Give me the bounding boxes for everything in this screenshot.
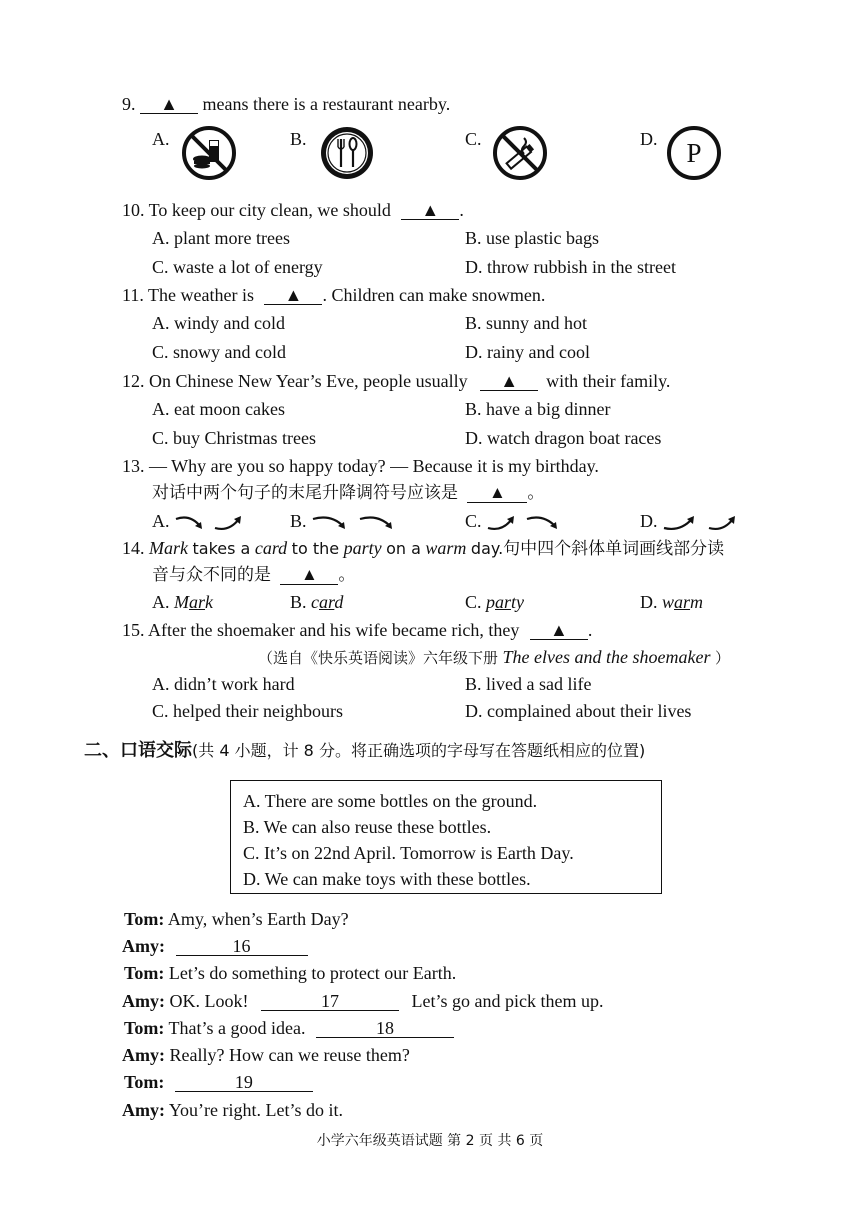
section-title: 二、口语交际	[84, 740, 192, 761]
section-instructions: (共 4 小题，计 8 分。将正确选项的字母写在答题纸相应的位置)	[192, 741, 646, 760]
rising-tone-icon	[662, 514, 702, 532]
page-footer: 小学六年级英语试题 第 2 页 共 6 页	[316, 1133, 544, 1149]
q14-word-warm: warm	[425, 538, 467, 558]
dialogue-line-6: Amy: Really? How can we reuse them?	[122, 1045, 410, 1065]
q14-word-mark: Mark	[149, 538, 188, 558]
q15-option-d: D. complained about their lives	[465, 701, 692, 721]
q15-blank[interactable]: ▲	[530, 621, 588, 640]
q14-word-party: party	[343, 538, 382, 558]
q15-option-b: B. lived a sad life	[465, 674, 592, 694]
parking-glyph: P	[686, 138, 702, 168]
q13-stem: 13. — Why are you so happy today? — Because it is my birthday.	[122, 456, 599, 476]
parking-icon	[665, 124, 723, 182]
q9-blank[interactable]: ▲	[140, 95, 198, 114]
q12-blank[interactable]: ▲	[480, 372, 538, 391]
blank-18[interactable]: 18	[316, 1019, 454, 1038]
q13-option-c-letter: C.	[465, 511, 482, 531]
q11-option-b: B. sunny and hot	[465, 313, 588, 333]
q13-option-d-letter: D.	[640, 511, 658, 531]
q9-stem	[122, 93, 450, 115]
section-2-heading	[84, 739, 645, 762]
q14-blank[interactable]: ▲	[280, 566, 338, 585]
q15-source: （选自《快乐英语阅读》六年级下册 The elves and the shoemaker ）	[258, 647, 730, 667]
q12-option-a: A. eat moon cakes	[152, 399, 285, 419]
q11-option-c: C. snowy and cold	[152, 342, 286, 362]
box-option-a: A. There are some bottles on the ground.	[243, 791, 538, 811]
rising-tone-icon	[213, 514, 247, 532]
falling-tone-icon	[525, 514, 565, 532]
dialogue-line-5: Tom: That’s a good idea. 18	[124, 1017, 454, 1039]
q15-option-a: A. didn’t work hard	[152, 674, 295, 694]
dialogue-line-2: Amy: 16	[122, 935, 308, 957]
q15-option-c: C. helped their neighbours	[152, 701, 343, 721]
q14-prompt: 音与众不同的是 ▲ 。	[152, 565, 356, 585]
dialogue-line-1: Tom: Amy, when’s Earth Day?	[124, 909, 349, 929]
q14-stem: 14. Mark takes a card to the party on a warm day.句中四个斜体单词画线部分读	[122, 538, 725, 559]
box-option-d: D. We can make toys with these bottles.	[243, 869, 531, 889]
q13-blank[interactable]: ▲	[467, 484, 527, 503]
q13-option-a	[152, 510, 247, 532]
q10-stem: 10. To keep our city clean, we should ▲ .	[122, 200, 464, 220]
dialogue-line-4: Amy: OK. Look! 17 Let’s go and pick them up.	[122, 991, 604, 1011]
q13-option-b-letter: B.	[290, 511, 307, 531]
q11-option-a: A. windy and cold	[152, 313, 285, 333]
q15-stem: 15. After the shoemaker and his wife became rich, they ▲ .	[122, 620, 593, 640]
blank-16[interactable]: 16	[176, 937, 308, 956]
q13-option-d	[640, 510, 741, 532]
dialogue-line-3: Tom: Let’s do something to protect our Earth.	[124, 963, 457, 983]
q14-option-a: A. Mark	[152, 592, 214, 612]
q10-blank[interactable]: ▲	[401, 201, 459, 220]
q14-option-b: B. card	[290, 592, 344, 612]
q10-option-b: B. use plastic bags	[465, 228, 599, 248]
q13-option-a-letter: A.	[152, 511, 170, 531]
q13-option-c	[465, 510, 565, 532]
q13-prompt: 对话中两个句子的末尾升降调符号应该是 ▲ 。	[152, 483, 545, 503]
falling-tone-icon	[174, 514, 208, 532]
falling-tone-icon	[311, 514, 353, 532]
q10-option-d: D. throw rubbish in the street	[465, 257, 676, 277]
no-food-drink-icon	[180, 124, 238, 182]
box-option-c: C. It’s on 22nd April. Tomorrow is Earth Day.	[243, 843, 574, 863]
q11-option-d: D. rainy and cool	[465, 342, 590, 362]
q12-option-c: C. buy Christmas trees	[152, 428, 316, 448]
q9-number: 9.	[122, 94, 136, 114]
falling-tone-icon	[358, 514, 400, 532]
q9-option-a-letter: A.	[152, 129, 170, 149]
q9-text: means there is a restaurant nearby.	[202, 94, 451, 114]
q11-stem: 11. The weather is ▲ . Children can make snowmen.	[122, 285, 546, 305]
q14-option-d: D. warm	[640, 592, 704, 612]
q12-option-d: D. watch dragon boat races	[465, 428, 662, 448]
q9-option-b-letter: B.	[290, 129, 307, 149]
q14-option-c: C. party	[465, 592, 525, 612]
q14-word-card: card	[254, 538, 288, 558]
q10-option-a: A. plant more trees	[152, 228, 290, 248]
q13-option-b	[290, 510, 400, 532]
blank-19[interactable]: 19	[175, 1073, 313, 1092]
dialogue-options-box	[230, 780, 662, 894]
no-smoking-icon	[491, 124, 549, 182]
rising-tone-icon	[486, 514, 520, 532]
dialogue-line-8: Amy: You’re right. Let’s do it.	[122, 1100, 344, 1120]
q12-option-b: B. have a big dinner	[465, 399, 611, 419]
box-option-b: B. We can also reuse these bottles.	[243, 817, 492, 837]
q11-blank[interactable]: ▲	[264, 286, 322, 305]
dialogue-line-7: Tom: 19	[124, 1071, 313, 1093]
blank-17[interactable]: 17	[261, 992, 399, 1011]
q9-option-d-letter: D.	[640, 129, 658, 149]
restaurant-fork-spoon-icon	[318, 124, 376, 182]
q9-option-c-letter: C.	[465, 129, 482, 149]
q10-option-c: C. waste a lot of energy	[152, 257, 323, 277]
q12-stem: 12. On Chinese New Year’s Eve, people usually ▲ with their family.	[122, 371, 671, 391]
rising-tone-icon	[707, 514, 741, 532]
